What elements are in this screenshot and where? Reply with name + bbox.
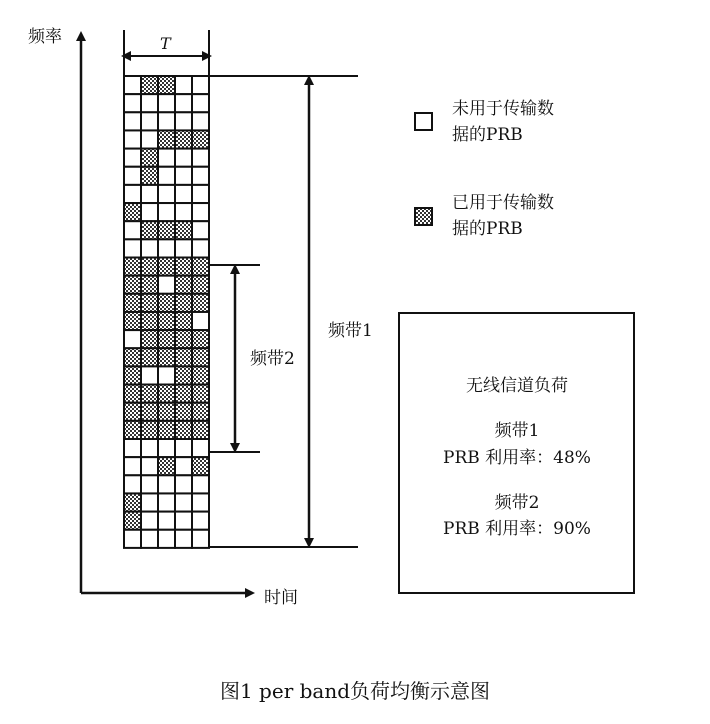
prb-cell-used [175, 330, 192, 348]
prb-cell-used [158, 76, 175, 94]
prb-cell-unused [158, 512, 175, 530]
y-axis-label: 频率 [28, 27, 62, 47]
prb-cell-used [175, 312, 192, 330]
prb-cell-unused [175, 76, 192, 94]
prb-cell-used [141, 348, 158, 366]
prb-cell-used [124, 203, 141, 221]
load-box-band2-value: PRB 利用率：90% [443, 519, 591, 539]
prb-cell-unused [158, 493, 175, 511]
prb-cell-unused [141, 94, 158, 112]
prb-cell-unused [192, 493, 209, 511]
prb-cell-unused [175, 239, 192, 257]
prb-cell-used [192, 276, 209, 294]
prb-cell-used [124, 276, 141, 294]
prb-cell-unused [158, 203, 175, 221]
load-box-band1-value: PRB 利用率：48% [443, 448, 591, 468]
prb-cell-used [192, 457, 209, 475]
prb-cell-unused [124, 130, 141, 148]
prb-cell-unused [124, 149, 141, 167]
prb-cell-unused [192, 94, 209, 112]
prb-cell-used [192, 130, 209, 148]
figure-caption: 图1 per band负荷均衡示意图 [219, 679, 491, 703]
prb-cell-used [124, 366, 141, 384]
prb-cell-used [192, 366, 209, 384]
prb-cell-unused [141, 130, 158, 148]
prb-cell-unused [141, 530, 158, 548]
prb-cell-unused [158, 185, 175, 203]
prb-cell-unused [192, 76, 209, 94]
load-box-band1-label: 频带1 [494, 421, 540, 441]
prb-cell-used [192, 294, 209, 312]
prb-cell-unused [124, 239, 141, 257]
legend-used-text [452, 190, 554, 242]
legend-unused-swatch [415, 113, 432, 130]
prb-cell-used [124, 403, 141, 421]
prb-grid [124, 76, 209, 548]
prb-cell-unused [158, 149, 175, 167]
prb-cell-unused [175, 149, 192, 167]
prb-cell-unused [192, 312, 209, 330]
prb-cell-used [158, 258, 175, 276]
prb-cell-unused [158, 112, 175, 130]
prb-cell-unused [192, 167, 209, 185]
prb-cell-unused [192, 185, 209, 203]
prb-cell-unused [175, 94, 192, 112]
prb-cell-used [158, 330, 175, 348]
band2-label: 频带2 [250, 349, 295, 369]
prb-cell-used [192, 348, 209, 366]
prb-cell-unused [124, 112, 141, 130]
prb-cell-used [158, 385, 175, 403]
prb-cell-unused [124, 221, 141, 239]
prb-cell-used [192, 258, 209, 276]
prb-cell-unused [141, 457, 158, 475]
prb-cell-used [141, 167, 158, 185]
prb-cell-unused [175, 439, 192, 457]
prb-cell-used [141, 276, 158, 294]
legend-unused-line1: 未用于传输数 [452, 99, 554, 119]
prb-cell-unused [158, 276, 175, 294]
prb-cell-unused [141, 203, 158, 221]
prb-cell-used [141, 221, 158, 239]
prb-cell-used [175, 221, 192, 239]
prb-cell-unused [141, 239, 158, 257]
prb-cell-used [141, 403, 158, 421]
prb-cell-unused [158, 366, 175, 384]
prb-cell-used [192, 403, 209, 421]
prb-cell-used [141, 149, 158, 167]
prb-cell-unused [192, 203, 209, 221]
x-axis-label: 时间 [264, 588, 298, 608]
prb-cell-used [175, 294, 192, 312]
prb-cell-used [192, 421, 209, 439]
prb-cell-used [175, 258, 192, 276]
prb-cell-unused [175, 457, 192, 475]
legend-used-swatch [415, 208, 432, 225]
prb-cell-unused [141, 493, 158, 511]
prb-cell-used [158, 421, 175, 439]
load-box-band2-label: 频带2 [494, 493, 540, 513]
prb-cell-used [124, 421, 141, 439]
prb-cell-used [124, 258, 141, 276]
prb-cell-used [158, 348, 175, 366]
prb-cell-used [192, 385, 209, 403]
prb-cell-used [175, 403, 192, 421]
prb-cell-used [175, 385, 192, 403]
prb-cell-used [141, 312, 158, 330]
prb-cell-unused [192, 530, 209, 548]
prb-cell-unused [175, 185, 192, 203]
prb-cell-unused [124, 167, 141, 185]
prb-cell-unused [158, 439, 175, 457]
prb-cell-unused [124, 185, 141, 203]
legend-unused-line2: 据的PRB [452, 125, 523, 145]
prb-cell-used [141, 294, 158, 312]
prb-cell-used [175, 421, 192, 439]
prb-cell-used [141, 421, 158, 439]
prb-cell-used [141, 76, 158, 94]
prb-cell-unused [175, 167, 192, 185]
prb-cell-unused [124, 330, 141, 348]
prb-cell-unused [158, 167, 175, 185]
prb-cell-used [158, 294, 175, 312]
prb-cell-used [158, 457, 175, 475]
prb-cell-used [124, 294, 141, 312]
prb-cell-used [192, 330, 209, 348]
prb-cell-unused [192, 439, 209, 457]
prb-cell-unused [192, 112, 209, 130]
prb-cell-unused [192, 512, 209, 530]
legend-unused-text [452, 96, 554, 148]
prb-cell-used [175, 130, 192, 148]
prb-cell-used [141, 258, 158, 276]
prb-cell-used [141, 385, 158, 403]
prb-cell-used [175, 366, 192, 384]
prb-cell-used [175, 348, 192, 366]
prb-cell-used [158, 130, 175, 148]
prb-cell-used [124, 312, 141, 330]
prb-cell-unused [175, 512, 192, 530]
prb-cell-unused [175, 203, 192, 221]
prb-cell-unused [158, 94, 175, 112]
prb-cell-unused [141, 512, 158, 530]
prb-cell-used [124, 512, 141, 530]
prb-cell-used [124, 493, 141, 511]
prb-cell-unused [192, 239, 209, 257]
legend-used-line1: 已用于传输数 [452, 193, 554, 213]
prb-cell-used [158, 312, 175, 330]
prb-cell-unused [141, 439, 158, 457]
prb-cell-unused [124, 457, 141, 475]
prb-cell-unused [175, 530, 192, 548]
prb-cell-unused [192, 149, 209, 167]
load-box-title: 无线信道负荷 [466, 376, 568, 396]
prb-cell-unused [175, 493, 192, 511]
prb-cell-unused [141, 112, 158, 130]
prb-cell-used [141, 330, 158, 348]
band1-label: 频带1 [328, 321, 373, 341]
prb-cell-unused [192, 221, 209, 239]
prb-cell-used [124, 385, 141, 403]
prb-cell-used [124, 348, 141, 366]
prb-cell-unused [124, 94, 141, 112]
prb-cell-unused [124, 530, 141, 548]
prb-cell-unused [141, 185, 158, 203]
prb-cell-unused [124, 76, 141, 94]
prb-cell-unused [158, 239, 175, 257]
prb-cell-unused [141, 475, 158, 493]
prb-cell-used [158, 221, 175, 239]
period-label: T [160, 34, 171, 53]
prb-cell-unused [192, 475, 209, 493]
legend-used-line2: 据的PRB [452, 219, 523, 239]
prb-cell-unused [158, 475, 175, 493]
prb-cell-unused [158, 530, 175, 548]
prb-cell-unused [124, 475, 141, 493]
prb-cell-unused [175, 112, 192, 130]
prb-cell-unused [175, 475, 192, 493]
prb-cell-used [158, 403, 175, 421]
prb-cell-used [175, 276, 192, 294]
prb-cell-unused [124, 439, 141, 457]
prb-cell-unused [141, 366, 158, 384]
